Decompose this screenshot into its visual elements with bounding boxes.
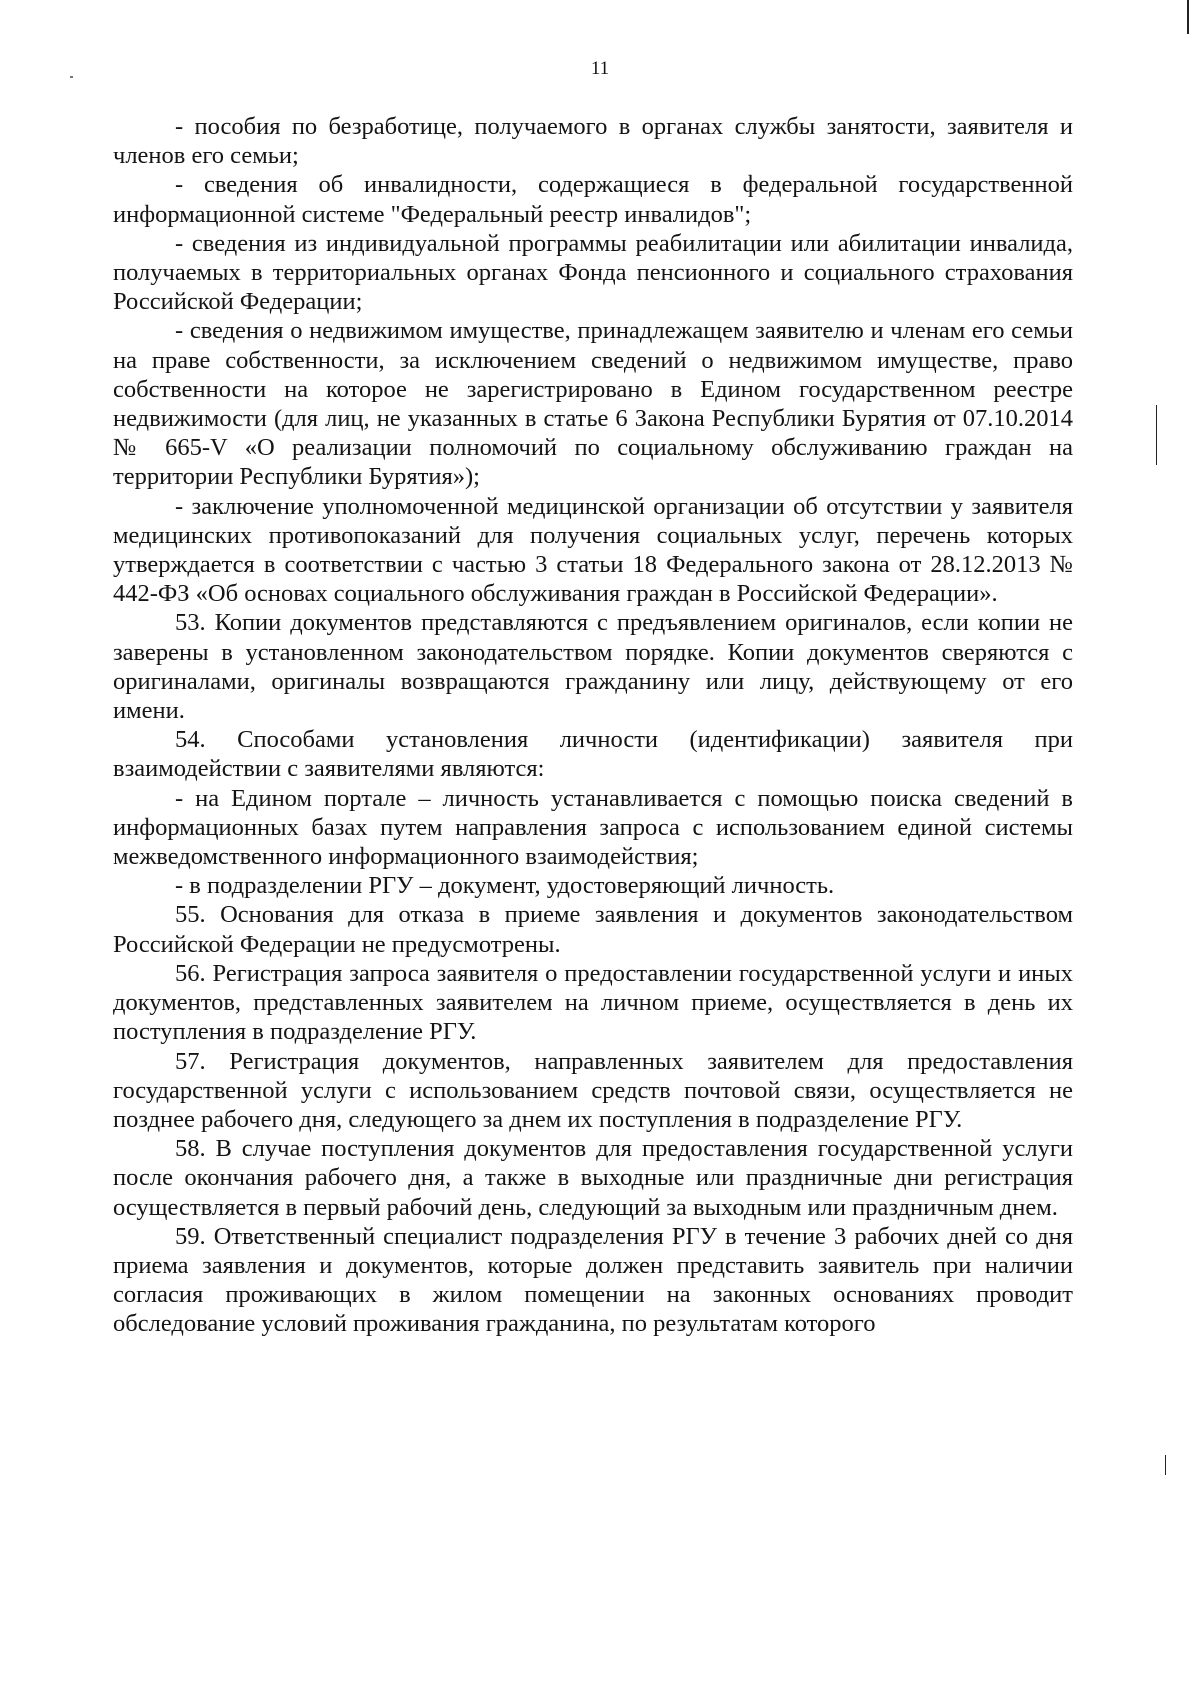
document-body	[113, 112, 1073, 1339]
paragraph-unemployment-benefit: - пособия по безработице, получаемого в органах службы занятости, заявителя и членов его семьи;	[113, 113, 1073, 170]
scan-edge-mark	[1156, 405, 1157, 465]
paragraph-57: 57. Регистрация документов, направленных заявителем для предоставления государственной услуги с использованием средств почтовой связи, осуществляется не позднее рабочего дня, следующего за днем их поступления в подразделение РГУ.	[113, 1047, 1073, 1133]
paragraph-real-estate-info: - сведения о недвижимом имуществе, принадлежащем заявителю и членам его семьи на праве собственности, за исключением сведений о недвижимом имуществе, право собственности на которое не зарегистрировано в Едином государственном реестре недвижимости (для лиц, не указанных в статье 6 Закона Республики Бурятия от 07.10.2014 № 665-V «О реализации полномочий по социальному обслуживанию граждан на территории Республики Бурятия»);	[113, 317, 1073, 491]
paragraph-54-portal: - на Едином портале – личность устанавливается с помощью поиска сведений в информационных базах путем направления запроса с использованием единой системы межведомственного информационного взаимодействия;	[113, 784, 1073, 871]
paragraph-medical-conclusion: - заключение уполномоченной медицинской организации об отсутствии у заявителя медицинских противопоказаний для получения социальных услуг, перечень которых утверждается в соответствии с частью 3 статьи 18 Федерального закона от 28.12.2013 № 442-ФЗ «Об основах социального обслуживания граждан в Российской Федерации».	[113, 492, 1073, 608]
paragraph-55: 55. Основания для отказа в приеме заявления и документов законодательством Российской Федерации не предусмотрены.	[113, 901, 1073, 958]
paragraph-56: 56. Регистрация запроса заявителя о предоставлении государственной услуги и иных документов, представленных заявителем на личном приеме, осуществляется в день их поступления в подразделение РГУ.	[113, 959, 1073, 1046]
paragraph-rehabilitation-program: - сведения из индивидуальной программы реабилитации или абилитации инвалида, получаемых в территориальных органах Фонда пенсионного и социального страхования Российской Федерации;	[113, 229, 1073, 316]
paragraph-54-rgu: - в подразделении РГУ – документ, удостоверяющий личность.	[175, 872, 835, 900]
paragraph-54: 54. Способами установления личности (идентификации) заявителя при взаимодействии с заявителями являются:	[113, 726, 1073, 783]
page-number: 11	[590, 58, 610, 79]
paragraph-58: 58. В случае поступления документов для предоставления государственной услуги после окончания рабочего дня, а также в выходные или праздничные дни регистрация осуществляется в первый рабочий день, следующий за выходным или праздничным днем.	[113, 1135, 1073, 1221]
paragraph-59: 59. Ответственный специалист подразделения РГУ в течение 3 рабочих дней со дня приема заявления и документов, которые должен представить заявитель при наличии согласия проживающих в жилом помещении на законных основаниях проводит обследование условий проживания гражданина, по результатам которого	[113, 1222, 1073, 1338]
paragraph-disability-info: - сведения об инвалидности, содержащиеся в федеральной государственной информационной системе "Федеральный реестр инвалидов";	[113, 171, 1073, 228]
scan-edge-mark	[1187, 0, 1189, 34]
scan-edge-mark	[1165, 1455, 1166, 1475]
paragraph-53: 53. Копии документов представляются с предъявлением оригиналов, если копии не заверены в установленном законодательством порядке. Копии документов сверяются с оригиналами, оригиналы возвращаются гражданину или лицу, действующему от его имени.	[113, 609, 1073, 725]
